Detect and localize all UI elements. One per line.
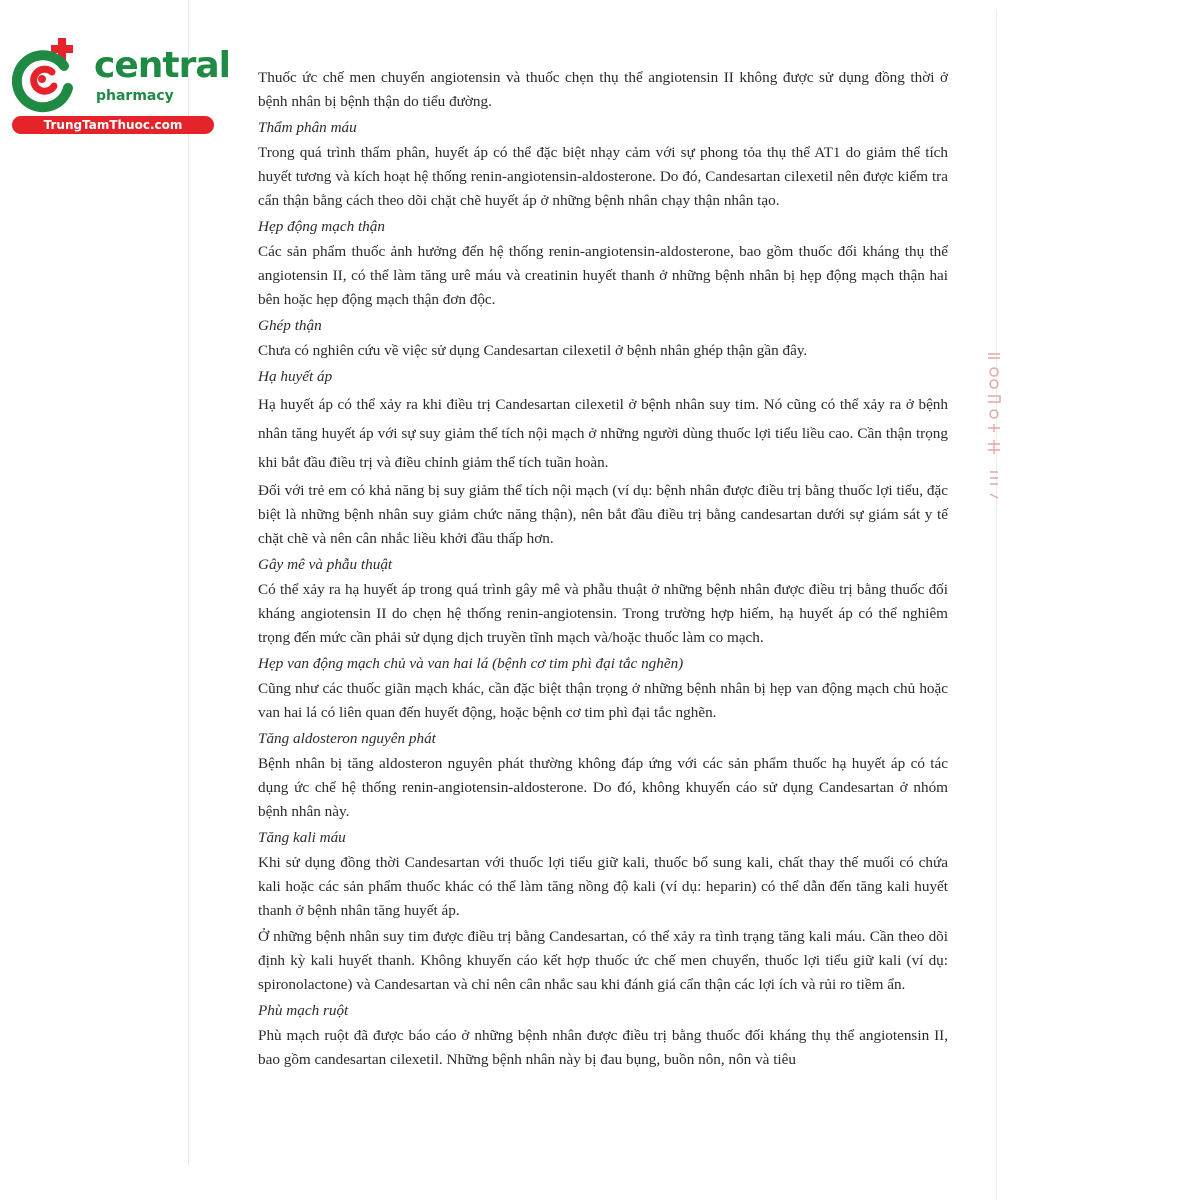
heading-renal-artery-stenosis: Hẹp động mạch thận bbox=[258, 218, 385, 235]
page-edge-left bbox=[188, 0, 189, 1165]
logo-sub-text: pharmacy bbox=[96, 88, 174, 104]
paragraph-primary-aldosteronism: Bệnh nhân bị tăng aldosteron nguyên phát thường không đáp ứng với các sản phẩm thuốc hạ huyết áp có tác dụng ức chế hệ thống renin-angiotensin-aldosterone. Do đó, không khuyến cáo sử dụng Candesartan ở nhóm bệnh nhân này. bbox=[258, 755, 948, 820]
paragraph-hyperkalaemia-1: Khi sử dụng đồng thời Candesartan với thuốc lợi tiểu giữ kali, thuốc bổ sung kali, chất thay thế muối có chứa kali hoặc các sản phẩm thuốc khác có thể làm tăng nồng độ kali (ví dụ: heparin) có thể dẫn đến tăng kali huyết thanh ở bệnh nhân tăng huyết áp. bbox=[258, 854, 948, 919]
paragraph-anaesthesia-surgery: Có thể xảy ra hạ huyết áp trong quá trình gây mê và phẫu thuật ở những bệnh nhân được điều trị bằng thuốc đối kháng angiotensin II do chẹn hệ thống renin-angiotensin. Trong trường hợp hiếm, hạ huyết áp có thể nghiêm trọng đến mức cần phải sử dụng dịch truyền tĩnh mạch và/hoặc thuốc làm co mạch. bbox=[258, 581, 948, 646]
heading-hypotension: Hạ huyết áp bbox=[258, 368, 333, 385]
paragraph-dialysis: Trong quá trình thẩm phân, huyết áp có thể đặc biệt nhạy cảm với sự phong tỏa thụ thể AT1 do giảm thể tích huyết tương và kích hoạt hệ thống renin-angiotensin-aldosterone. Do đó, Candesartan cilexetil nên được kiểm tra cẩn thận bằng cách theo dõi chặt chẽ huyết áp ở những bệnh nhân chạy thận nhân tạo. bbox=[258, 144, 948, 209]
paragraph-valve-stenosis: Cũng như các thuốc giãn mạch khác, cần đặc biệt thận trọng ở những bệnh nhân bị hẹp van động mạch chủ hoặc van hai lá có liên quan đến huyết động, hoặc bệnh cơ tim phì đại tắc nghẽn. bbox=[258, 680, 948, 721]
heading-primary-aldosteronism: Tăng aldosteron nguyên phát bbox=[258, 730, 436, 747]
logo-url-badge[interactable]: TrungTamThuoc.com bbox=[12, 116, 214, 134]
central-pharmacy-logo-icon bbox=[8, 36, 88, 116]
heading-dialysis: Thẩm phân máu bbox=[258, 119, 357, 136]
paragraph-hyperkalaemia-2: Ở những bệnh nhân suy tim được điều trị bằng Candesartan, có thể xảy ra tình trạng tăng kali máu. Cần theo dõi định kỳ kali huyết thanh. Không khuyến cáo kết hợp thuốc ức chế men chuyển, thuốc lợi tiểu giữ kali (ví dụ: spironolactone) và Candesartan và chỉ nên cân nhắc sau khi đánh giá cẩn thận các lợi ích và rủi ro tiềm ẩn. bbox=[258, 928, 948, 993]
logo-brand-text: central bbox=[94, 45, 230, 86]
heading-hyperkalaemia: Tăng kali máu bbox=[258, 829, 346, 846]
central-pharmacy-logo[interactable] bbox=[8, 36, 230, 136]
heading-kidney-transplant: Ghép thận bbox=[258, 317, 322, 334]
paragraph-intro: Thuốc ức chế men chuyển angiotensin và thuốc chẹn thụ thể angiotensin II không được sử dụng đồng thời ở bệnh nhân bị bệnh thận do tiểu đường. bbox=[258, 69, 948, 110]
heading-valve-stenosis: Hẹp van động mạch chủ và van hai lá (bệnh cơ tim phì đại tắc nghẽn) bbox=[258, 655, 684, 672]
page-edge-right bbox=[996, 10, 997, 1200]
side-stamp-marks bbox=[982, 352, 1006, 502]
paragraph-hypotension-2: Đối với trẻ em có khả năng bị suy giảm thể tích nội mạch (ví dụ: bệnh nhân được điều trị bằng thuốc lợi tiểu, đặc biệt là những bệnh nhân suy giảm chức năng thận), nên bắt đầu điều trị bằng candesartan dưới sự giám sát y tế chặt chẽ và nên cân nhắc liều khởi đầu thấp hơn. bbox=[258, 482, 948, 547]
paragraph-intestinal-angioedema: Phù mạch ruột đã được báo cáo ở những bệnh nhân được điều trị bằng thuốc đối kháng thụ thể angiotensin II, bao gồm candesartan cilexetil. Những bệnh nhân này bị đau bụng, buồn nôn, nôn và tiêu bbox=[258, 1027, 948, 1068]
paragraph-renal-artery-stenosis: Các sản phẩm thuốc ảnh hưởng đến hệ thống renin-angiotensin-aldosterone, bao gồm thuốc đối kháng thụ thể angiotensin II, có thể làm tăng urê máu và creatinin huyết thanh ở những bệnh nhân bị hẹp động mạch thận hai bên hoặc hẹp động mạch thận đơn độc. bbox=[258, 243, 948, 308]
paragraph-hypotension-1: Hạ huyết áp có thể xảy ra khi điều trị Candesartan cilexetil ở bệnh nhân suy tim. Nó cũng có thể xảy ra ở bệnh nhân tăng huyết áp với sự suy giảm thể tích nội mạch ở những người dùng thuốc lợi tiểu liều cao. Cần thận trọng khi bắt đầu điều trị và điều chỉnh giảm thể tích tuần hoàn. bbox=[258, 396, 948, 471]
document-body bbox=[258, 66, 948, 1074]
heading-anaesthesia-surgery: Gây mê và phẫu thuật bbox=[258, 556, 393, 573]
paragraph-kidney-transplant: Chưa có nghiên cứu về việc sử dụng Candesartan cilexetil ở bệnh nhân ghép thận gần đây. bbox=[258, 342, 808, 359]
heading-intestinal-angioedema: Phù mạch ruột bbox=[258, 1002, 349, 1019]
